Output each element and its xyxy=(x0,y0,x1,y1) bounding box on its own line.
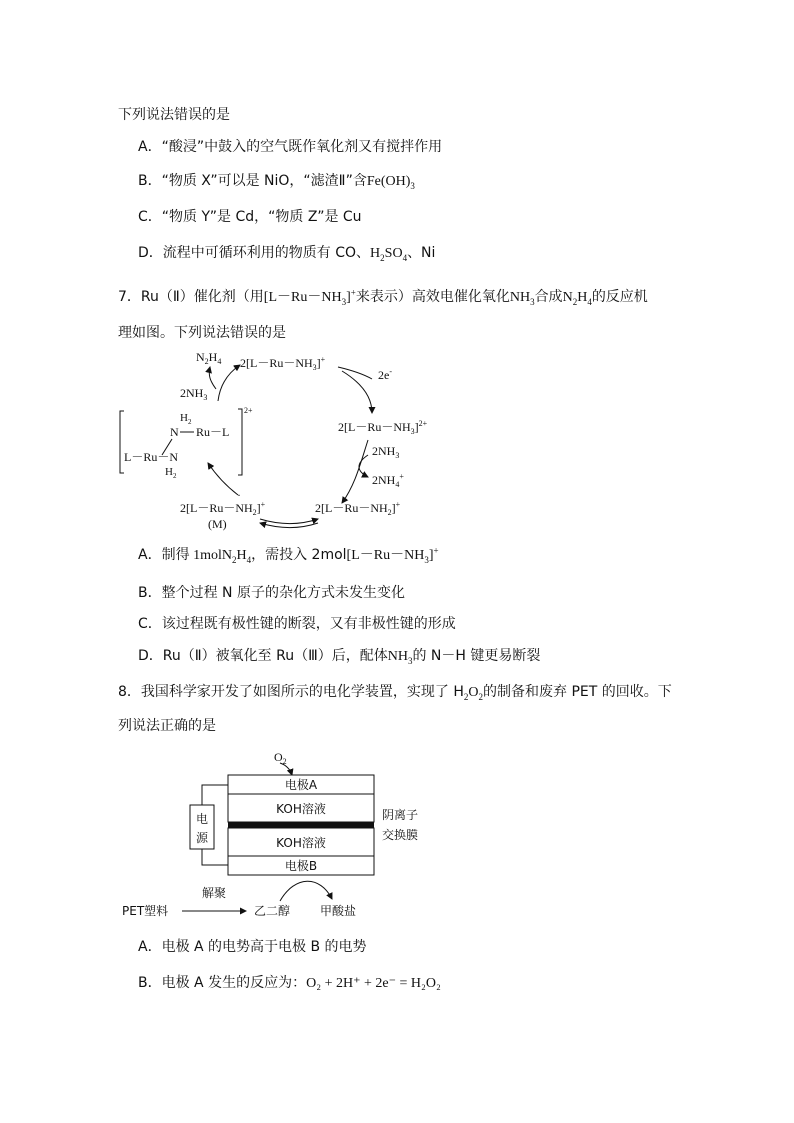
bottom-right-complex: $2[L-Ru-NH_2]^+$ xyxy=(315,500,401,517)
equilibrium-arrow-forward xyxy=(260,519,318,524)
power-label-2: 源 xyxy=(195,831,209,845)
formula-sub: 2 xyxy=(572,296,578,307)
right-complex: $2[L-Ru-NH_3]^{2+}$ xyxy=(338,419,428,436)
option-label: C． xyxy=(138,616,162,632)
electrode-b-label: 电极B xyxy=(284,859,318,873)
formula-sub: 4 xyxy=(402,252,408,263)
q6-option-b xyxy=(138,170,415,191)
electrode-a-label: 电极A xyxy=(284,778,318,792)
dimer-n-top: N xyxy=(170,425,179,439)
formula-sub: 2 xyxy=(478,691,484,702)
option-text: “物质 Y”是 Cd，“物质 Z”是 Cu xyxy=(161,209,362,225)
dimer-h2-top: $H_2$ xyxy=(180,412,192,426)
option-text-tail: 、Ni xyxy=(407,245,436,261)
q7-option-a: A．制得 $1molN_2H_4$，需投入 $2mol[L-Ru-NH_3]^+$ xyxy=(138,545,439,565)
arrow-nh3-nh4 xyxy=(359,455,368,477)
depoly-label: 解聚 xyxy=(202,886,227,900)
nh3-released: $2NH_3$ xyxy=(372,444,400,460)
q6-option-d xyxy=(138,242,435,263)
arrow-right-down xyxy=(342,440,368,503)
formula-sub: 2 xyxy=(380,252,385,263)
q7-option-b xyxy=(138,582,405,602)
formula-sub: 3 xyxy=(407,655,413,666)
formula-h: H xyxy=(236,548,247,563)
electrons-label: 2e- xyxy=(378,367,392,382)
q6-stem: 下列说法错误的是 xyxy=(118,107,230,123)
membrane-label-1: 阴离子 xyxy=(382,808,419,822)
formula-sub: 4 xyxy=(246,554,252,565)
option-text: 流程中可循环利用的物质有 CO、 xyxy=(162,245,371,261)
nh4-released: $2NH_4^+$ xyxy=(372,472,404,489)
stem-text: 合成 xyxy=(534,289,563,305)
option-label: A． xyxy=(138,547,162,563)
catalyst-formula: [L－Ru－NH xyxy=(346,548,425,563)
option-text: 整个过程 N 原子的杂化方式未发生变化 xyxy=(161,585,405,601)
dimer-h2-bottom: $H_2$ xyxy=(165,466,177,480)
formula-o: O xyxy=(468,685,479,700)
option-text: “物质 X”可以是 NiO，“滤渣Ⅱ”含 xyxy=(161,173,367,189)
option-text: 的 N－H 键更易断裂 xyxy=(412,648,541,664)
option-text: Ru（Ⅱ）被氧化至 Ru（Ⅲ）后，配体 xyxy=(162,648,388,664)
option-label: B． xyxy=(138,585,162,601)
formula-sup: + xyxy=(350,287,356,298)
formula-sub: 3 xyxy=(341,296,347,307)
formula-nh3: NH xyxy=(509,290,531,305)
o2-label: $O_2$ xyxy=(274,750,287,766)
formula-sub: 3 xyxy=(530,296,535,307)
option-text: “酸浸”中鼓入的空气既作氧化剂又有搅拌作用 xyxy=(161,139,443,155)
formula-sub: 2 xyxy=(463,691,469,702)
q7-mechanism-diagram xyxy=(110,345,450,540)
option-label: A． xyxy=(138,139,162,155)
q8-option-a xyxy=(138,936,367,956)
option-label: D． xyxy=(138,648,163,664)
option-text: 电极 A 的电势高于电极 B 的电势 xyxy=(161,939,367,955)
option-text: 电极 A 发生的反应为： xyxy=(161,975,307,991)
option-text: 该过程既有极性键的断裂，又有非极性键的形成 xyxy=(161,616,456,632)
catalyst-formula: [L－Ru－NH xyxy=(263,290,342,305)
formula-fe-oh: Fe(OH) xyxy=(366,174,411,189)
membrane-label-2: 交换膜 xyxy=(382,828,419,842)
q7-option-d xyxy=(138,645,540,666)
dimer-bracket-right xyxy=(238,409,242,475)
formate-label: 甲酸盐 xyxy=(320,904,357,918)
formula-sup: + xyxy=(433,545,439,556)
bottom-left-complex: $2[L-Ru-NH_2]^+$ xyxy=(180,500,266,517)
stem-text: 的制备和废弃 PET 的回收。下 xyxy=(483,684,672,700)
question-number: 8． xyxy=(118,684,141,700)
formula-nh3: NH xyxy=(387,649,408,664)
q6-option-c xyxy=(138,206,362,226)
arrow-bottom-left-up xyxy=(208,463,238,495)
stem-text: Ru（Ⅱ）催化剂（用 xyxy=(140,289,264,305)
dimer-charge: 2+ xyxy=(244,406,253,415)
glycol-label: 乙二醇 xyxy=(254,904,291,918)
question-number: 7． xyxy=(118,289,141,305)
option-text: ，需投入 2mol xyxy=(251,547,347,563)
stem-text: 我国科学家开发了如图所示的电化学装置，实现了 H xyxy=(140,684,464,700)
arrow-to-right-complex xyxy=(342,371,372,413)
formula-sub: 3 xyxy=(424,554,429,565)
q7-stem-line1: 7．Ru（Ⅱ）催化剂（用$[L-Ru-NH_3]^+$来表示）高效电催化氧化$NH_3$合成$N_2H_4$的反应机 xyxy=(118,287,648,307)
formula-so: SO xyxy=(384,246,403,261)
stem-text: 的反应机 xyxy=(591,289,648,305)
q7-stem-line2: 理如图。下列说法错误的是 xyxy=(118,325,286,341)
formula-sub: 3 xyxy=(410,180,415,191)
option-label: D． xyxy=(138,245,163,261)
wire-bottom xyxy=(202,849,228,865)
q7-option-c xyxy=(138,613,456,633)
reaction-equation: O₂ + 2H⁺ + 2e⁻ = H₂O₂ xyxy=(306,976,441,991)
dimer-ru-l: Ru－L xyxy=(196,425,230,439)
stem-text: 来表示）高效电催化氧化 xyxy=(355,289,510,305)
n2h4-released: $N_2H_4$ xyxy=(196,350,222,366)
arrow-n2h4 xyxy=(209,367,216,389)
q8-device-diagram xyxy=(120,745,440,925)
power-label-1: 电 xyxy=(195,812,209,826)
arrow-dimer-up xyxy=(218,365,240,401)
option-label: C． xyxy=(138,209,162,225)
formula-h: H xyxy=(370,246,381,261)
formula-h: H xyxy=(577,290,588,305)
wire-top xyxy=(202,785,228,805)
formula-sub: 4 xyxy=(587,296,592,307)
formula-sub: 2 xyxy=(231,554,237,565)
q8-stem-line2: 列说法正确的是 xyxy=(118,718,216,734)
option-text: 制得 1molN xyxy=(161,548,232,563)
membrane xyxy=(228,822,374,828)
pet-label: PET塑料 xyxy=(122,904,169,918)
radical-dot: · xyxy=(237,488,241,502)
top-complex: $2[L-Ru-NH_3]^+$ xyxy=(240,355,326,372)
dimer-l-ru: L－Ru－N xyxy=(124,450,179,464)
option-label: B． xyxy=(138,975,162,991)
q8-option-b xyxy=(138,972,441,992)
m-label: (M) xyxy=(208,517,227,531)
option-label: B． xyxy=(138,173,162,189)
oxidation-arrow xyxy=(280,881,332,901)
nh3-added: $2NH_3$ xyxy=(180,386,208,402)
arrow-top-right xyxy=(338,367,372,379)
q6-option-a xyxy=(138,136,442,156)
koh-bottom-label: KOH溶液 xyxy=(276,836,326,850)
koh-top-label: KOH溶液 xyxy=(276,802,326,816)
q8-stem-line1 xyxy=(118,681,672,702)
option-label: A． xyxy=(138,939,162,955)
formula-n: N xyxy=(562,290,573,305)
